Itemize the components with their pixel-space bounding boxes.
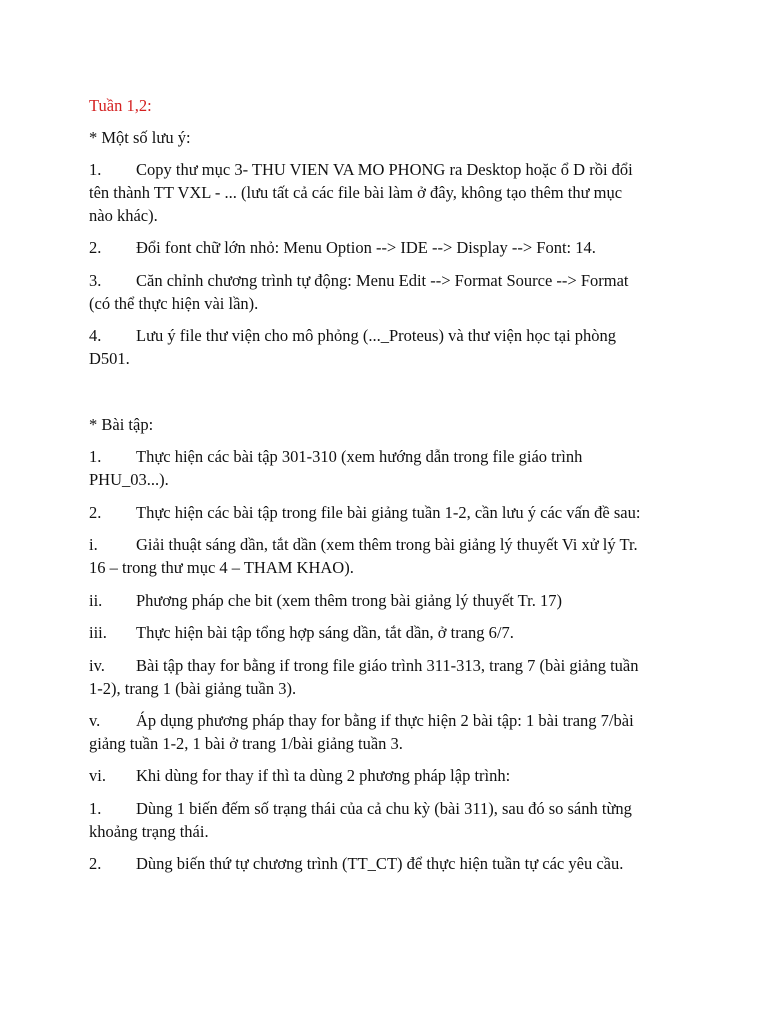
- exercise-number: iii.: [89, 623, 107, 642]
- exercise-text: Thực hiện các bài tập trong file bài giảng tuần 1-2, cần lưu ý các vấn đề sau:: [136, 503, 641, 522]
- note-item-3: [89, 269, 689, 292]
- exercise-item-iv-cont-1: 1-2), trang 1 (bài giảng tuần 3).: [89, 679, 297, 698]
- exercise-text: Bài tập thay for bằng if trong file giáo trình 311-313, trang 7 (bài giảng tuần: [136, 656, 639, 675]
- note-number: 2.: [89, 238, 102, 257]
- exercise-number: 2.: [89, 503, 102, 522]
- exercise-text: Giải thuật sáng dần, tắt dần (xem thêm trong bài giảng lý thuyết Vi xử lý Tr.: [136, 535, 638, 554]
- exercises-heading: * Bài tập:: [89, 415, 154, 434]
- exercise-text: Dùng biến thứ tự chương trình (TT_CT) để thực hiện tuần tự các yêu cầu.: [136, 854, 624, 873]
- exercise-text: Áp dụng phương pháp thay for bằng if thực hiện 2 bài tập: 1 bài trang 7/bài: [136, 711, 634, 730]
- exercise-item-1-cont-1: PHU_03...).: [89, 470, 169, 489]
- exercise-number: 1.: [89, 447, 102, 466]
- exercise-number: vi.: [89, 766, 106, 785]
- note-text: Lưu ý file thư viện cho mô phỏng (..._Proteus) và thư viện học tại phòng: [136, 326, 617, 345]
- exercise-number: i.: [89, 535, 98, 554]
- note-text: Copy thư mục 3- THU VIEN VA MO PHONG ra Desktop hoặc ổ D rồi đổi: [136, 160, 633, 179]
- exercise-item-iii: [89, 621, 689, 644]
- exercise-subitem-1-cont-1: khoảng trạng thái.: [89, 822, 209, 841]
- note-item-4-cont-1: D501.: [89, 349, 130, 368]
- note-item-1-cont-2: nào khác).: [89, 206, 158, 225]
- note-item-1-cont-1: tên thành TT VXL - ... (lưu tất cả các file bài làm ở đây, không tạo thêm thư mục: [89, 183, 623, 202]
- note-number: 4.: [89, 326, 102, 345]
- note-item-1: [89, 158, 689, 181]
- note-text: Căn chỉnh chương trình tự động: Menu Edit --> Format Source --> Format: [136, 271, 629, 290]
- exercise-subitem-1: [89, 797, 689, 820]
- exercise-text: Thực hiện các bài tập 301-310 (xem hướng dẫn trong file giáo trình: [136, 447, 583, 466]
- exercise-number: ii.: [89, 591, 103, 610]
- exercise-text: Khi dùng for thay if thì ta dùng 2 phương pháp lập trình:: [136, 766, 511, 785]
- exercise-text: Dùng 1 biến đếm số trạng thái của cả chu kỳ (bài 311), sau đó so sánh từng: [136, 799, 632, 818]
- note-item-3-cont-1: (có thể thực hiện vài lần).: [89, 294, 259, 313]
- exercise-item-1: [89, 445, 689, 468]
- exercise-text: Thực hiện bài tập tổng hợp sáng dần, tắt dần, ở trang 6/7.: [136, 623, 514, 642]
- exercise-item-i: [89, 533, 689, 556]
- exercise-item-v-cont-1: giảng tuần 1-2, 1 bài ở trang 1/bài giảng tuần 3.: [89, 734, 403, 753]
- exercise-number: 1.: [89, 799, 102, 818]
- notes-heading: * Một số lưu ý:: [89, 128, 191, 147]
- exercise-text: Phương pháp che bit (xem thêm trong bài giảng lý thuyết Tr. 17): [136, 591, 563, 610]
- note-item-4: [89, 324, 689, 347]
- exercise-item-iv: [89, 654, 689, 677]
- note-number: 1.: [89, 160, 102, 179]
- note-text: Đổi font chữ lớn nhỏ: Menu Option --> IDE --> Display --> Font: 14.: [136, 238, 596, 257]
- exercise-number: iv.: [89, 656, 105, 675]
- note-item-2: [89, 236, 689, 259]
- page-title: Tuần 1,2:: [89, 96, 152, 115]
- exercise-number: 2.: [89, 854, 102, 873]
- exercise-item-2: [89, 501, 689, 524]
- exercise-item-vi: [89, 764, 689, 787]
- exercise-item-ii: [89, 589, 689, 612]
- exercise-number: v.: [89, 711, 101, 730]
- exercise-subitem-2: [89, 852, 689, 875]
- exercise-item-v: [89, 709, 689, 732]
- note-number: 3.: [89, 271, 102, 290]
- exercise-item-i-cont-1: 16 – trong thư mục 4 – THAM KHAO).: [89, 558, 354, 577]
